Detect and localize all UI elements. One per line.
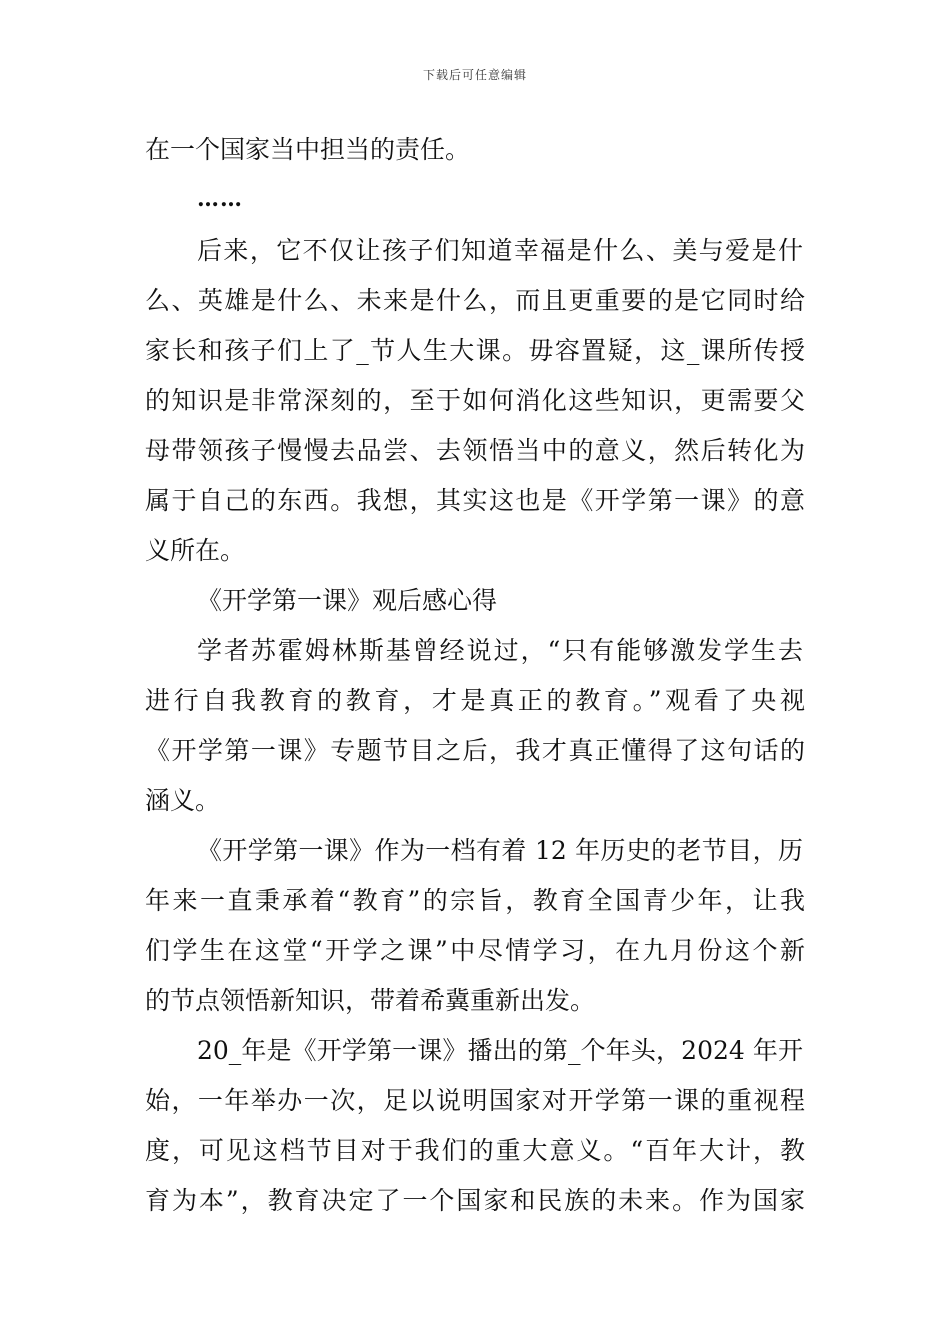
body-line: 属于自己的东西。我想，其实这也是《开学第一课》的意 — [145, 486, 805, 515]
body-line: 年来一直秉承着“教育”的宗旨，教育全国青少年，让我 — [145, 886, 805, 915]
body-line: 母带领孩子慢慢去品尝、去领悟当中的意义，然后转化为 — [145, 436, 805, 465]
section-heading: 《开学第一课》观后感心得 — [197, 586, 498, 615]
ellipsis-line: …… — [197, 186, 243, 212]
body-line: 么、英雄是什么、未来是什么，而且更重要的是它同时给 — [145, 286, 805, 315]
body-line: 始，一年举办一次，足以说明国家对开学第一课的重视程 — [145, 1086, 805, 1115]
body-line: 家长和孩子们上了_节人生大课。毋容置疑，这_课所传授 — [145, 336, 805, 365]
body-line: 《开学第一课》专题节目之后，我才真正懂得了这句话的 — [145, 736, 805, 765]
body-line: 义所在。 — [145, 536, 246, 565]
body-line: 育为本”，教育决定了一个国家和民族的未来。作为国家 — [145, 1186, 805, 1215]
body-line: 《开学第一课》作为一档有着 12 年历史的老节目，历 — [197, 836, 803, 865]
page-header: 下载后可任意编辑 — [422, 68, 527, 82]
body-line: 的知识是非常深刻的，至于如何消化这些知识，更需要父 — [145, 386, 805, 415]
body-line: 涵义。 — [145, 786, 221, 815]
body-line: 在一个国家当中担当的责任。 — [145, 135, 471, 164]
body-line: 进行自我教育的教育，才是真正的教育。”观看了央视 — [145, 686, 805, 715]
body-line: 后来，它不仅让孩子们知道幸福是什么、美与爱是什 — [197, 236, 803, 265]
body-line: 度，可见这档节目对于我们的重大意义。“百年大计，教 — [145, 1136, 805, 1165]
body-line: 学者苏霍姆林斯基曾经说过，“只有能够激发学生去 — [197, 636, 803, 665]
body-line: 20_年是《开学第一课》播出的第_个年头，2024 年开 — [197, 1036, 803, 1065]
body-line: 的节点领悟新知识，带着希冀重新出发。 — [145, 986, 596, 1015]
body-line: 们学生在这堂“开学之课”中尽情学习，在九月份这个新 — [145, 936, 805, 965]
